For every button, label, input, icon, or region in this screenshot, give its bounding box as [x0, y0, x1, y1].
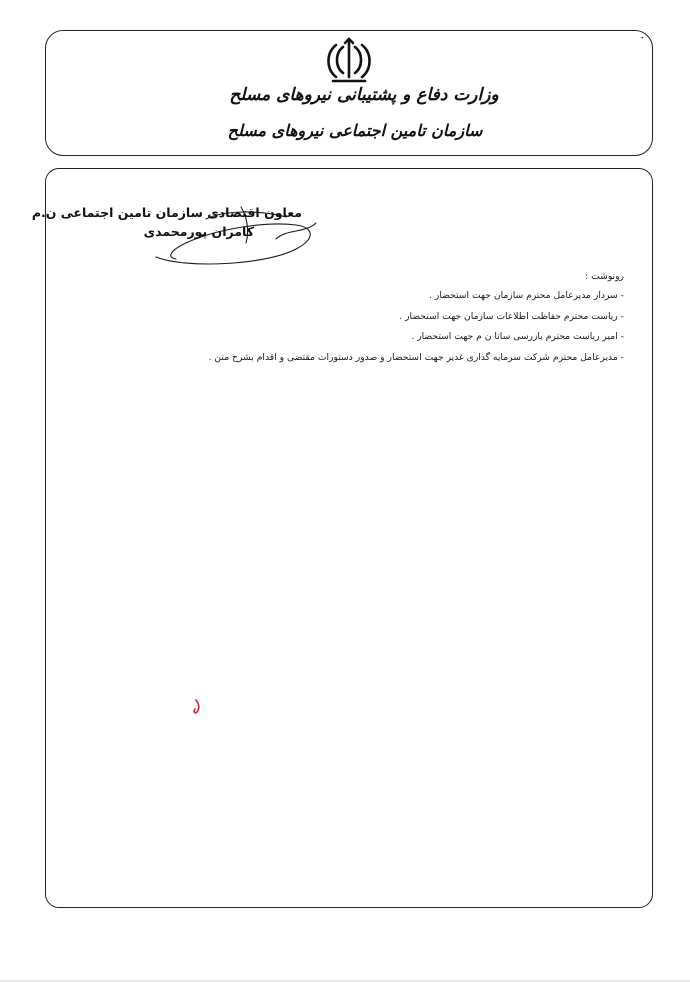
red-ink-mark [190, 699, 202, 715]
organization-line: سازمان تامین اجتماعی نیروهای مسلح [227, 121, 483, 140]
copies-heading: رونوشت : [585, 271, 624, 282]
list-item: - سردار مدیرعامل محترم سازمان جهت استحضار . [209, 290, 624, 301]
signature-block [32, 205, 302, 239]
list-item: - مدیرعامل محترم شرکت سرمایه گذاری غدیر جهت استحضار و صدور دستورات مقتضی و اقدام بشرح متن . [209, 352, 624, 363]
list-item: - امیر ریاست محترم بازرسی ساتا ن م جهت استحضار . [209, 331, 624, 342]
copies-list [209, 290, 624, 363]
signer-title: معاون اقتصادی سازمان تامین اجتماعی ن.م [31, 205, 302, 220]
copies-section [209, 271, 624, 372]
letterhead-frame [45, 30, 653, 156]
iran-emblem-icon [323, 37, 375, 85]
ministry-line: وزارت دفاع و پشتیبانی نیروهای مسلح [229, 85, 499, 105]
list-item: - ریاست محترم حفاظت اطلاعات سازمان جهت استحضار . [209, 311, 624, 322]
corner-mark: • [640, 35, 644, 42]
signer-name: کامران پورمحمدی [143, 224, 254, 239]
letter-body-frame [31, 168, 653, 908]
